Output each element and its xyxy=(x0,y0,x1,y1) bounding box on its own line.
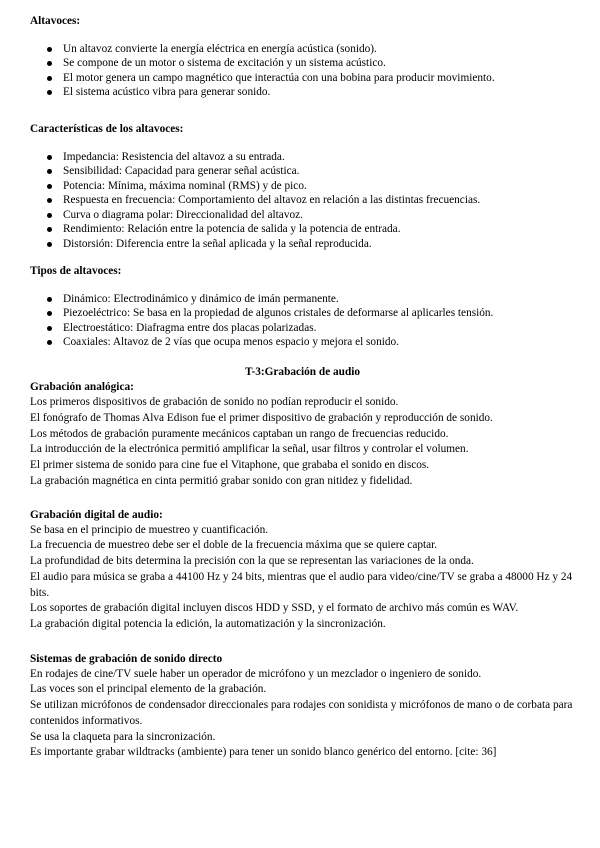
list-item: Dinámico: Electrodinámico y dinámico de imán permanente. xyxy=(30,292,493,307)
paragraph-line: Los métodos de grabación puramente mecánicos captaban un rango de frecuencias reducido. xyxy=(30,427,449,440)
list-item: Coaxiales: Altavoz de 2 vías que ocupa menos espacio y mejora el sonido. xyxy=(30,335,493,350)
list-item: Potencia: Mínima, máxima nominal (RMS) y de pico. xyxy=(30,179,480,194)
section-caracteristicas xyxy=(30,122,480,251)
list-altavoces xyxy=(30,42,495,100)
paragraph-line: El primer sistema de sonido para cine fue el Vitaphone, que grababa el sonido en discos. xyxy=(30,459,430,472)
heading-analogica: Grabación analógica: xyxy=(30,381,134,393)
section-altavoces xyxy=(30,14,495,100)
list-item: Impedancia: Resistencia del altavoz a su entrada. xyxy=(30,150,480,165)
chapter-title: T-3:Grabación de audio xyxy=(244,366,361,378)
section-tipos xyxy=(30,264,493,350)
heading-directo: Sistemas de grabación de sonido directo xyxy=(30,653,223,665)
list-caracteristicas xyxy=(30,150,480,252)
paragraph-line: El audio para música se graba a 44100 Hz y 24 bits, mientras que el audio para video/cine/TV se graba a 48000 Hz y 24 bits. xyxy=(30,570,573,599)
list-item: Piezoeléctrico: Se basa en la propiedad de algunos cristales de deformarse al aplicarles tensión. xyxy=(30,306,493,321)
paragraph-line: En rodajes de cine/TV suele haber un operador de micrófono y un mezclador o ingeniero de sonido. xyxy=(30,667,482,680)
section-grabacion-analogica xyxy=(30,380,575,490)
list-item: Un altavoz convierte la energía eléctrica en energía acústica (sonido). xyxy=(30,42,495,57)
list-item: Curva o diagrama polar: Direccionalidad del altavoz. xyxy=(30,208,480,223)
paragraph-line: Se usa la claqueta para la sincronización. xyxy=(30,730,216,743)
paragraph-line: Los soportes de grabación digital incluyen discos HDD y SSD, y el formato de archivo más común es WAV. xyxy=(30,602,519,615)
paragraph-line: Las voces son el principal elemento de la grabación. xyxy=(30,683,267,696)
paragraph-line: La frecuencia de muestreo debe ser el doble de la frecuencia máxima que se quiere captar. xyxy=(30,539,438,552)
list-item: El motor genera un campo magnético que interactúa con una bobina para producir movimiento. xyxy=(30,71,495,86)
paragraph-line: La introducción de la electrónica permitió amplificar la señal, usar filtros y controlar el volumen. xyxy=(30,443,469,456)
list-item: Se compone de un motor o sistema de excitación y un sistema acústico. xyxy=(30,56,495,71)
list-item: Sensibilidad: Capacidad para generar señal acústica. xyxy=(30,164,480,179)
paragraph-line: Se utilizan micrófonos de condensador direccionales para rodajes con sonidista y micrófonos de mano o de corbata para contenidos informativos. xyxy=(30,699,573,727)
paragraph-line: Se basa en el principio de muestreo y cuantificación. xyxy=(30,523,269,536)
list-item: Distorsión: Diferencia entre la señal aplicada y la señal reproducida. xyxy=(30,237,480,252)
paragraph-line: Los primeros dispositivos de grabación de sonido no podían reproducir el sonido. xyxy=(30,396,399,408)
list-item: Respuesta en frecuencia: Comportamiento del altavoz en relación a las distintas frecuencias. xyxy=(30,193,480,208)
heading-altavoces: Altavoces: xyxy=(30,15,81,27)
paragraph-line: Es importante grabar wildtracks (ambiente) para tener un sonido blanco genérico del entorno. [cite: 36] xyxy=(30,746,497,759)
paragraph-line: La grabación digital potencia la edición, la automatización y la sincronización. xyxy=(30,618,386,631)
list-item: Electroestático: Diafragma entre dos placas polarizadas. xyxy=(30,321,493,336)
section-sonido-directo xyxy=(30,652,575,761)
heading-digital: Grabación digital de audio: xyxy=(30,509,163,521)
heading-tipos: Tipos de altavoces: xyxy=(30,265,122,277)
list-item: El sistema acústico vibra para generar sonido. xyxy=(30,85,495,100)
section-grabacion-digital xyxy=(30,508,575,633)
paragraph-line: La grabación magnética en cinta permitió grabar sonido con gran nitidez y fidelidad. xyxy=(30,474,413,487)
paragraph-line: El fonógrafo de Thomas Alva Edison fue el primer dispositivo de grabación y reproducción de sonido. xyxy=(30,411,493,424)
heading-caracteristicas: Características de los altavoces: xyxy=(30,123,184,135)
list-item: Rendimiento: Relación entre la potencia de salida y la potencia de entrada. xyxy=(30,222,480,237)
list-tipos xyxy=(30,292,493,350)
paragraph-line: La profundidad de bits determina la precisión con la que se representan las variaciones de la onda. xyxy=(30,555,474,568)
